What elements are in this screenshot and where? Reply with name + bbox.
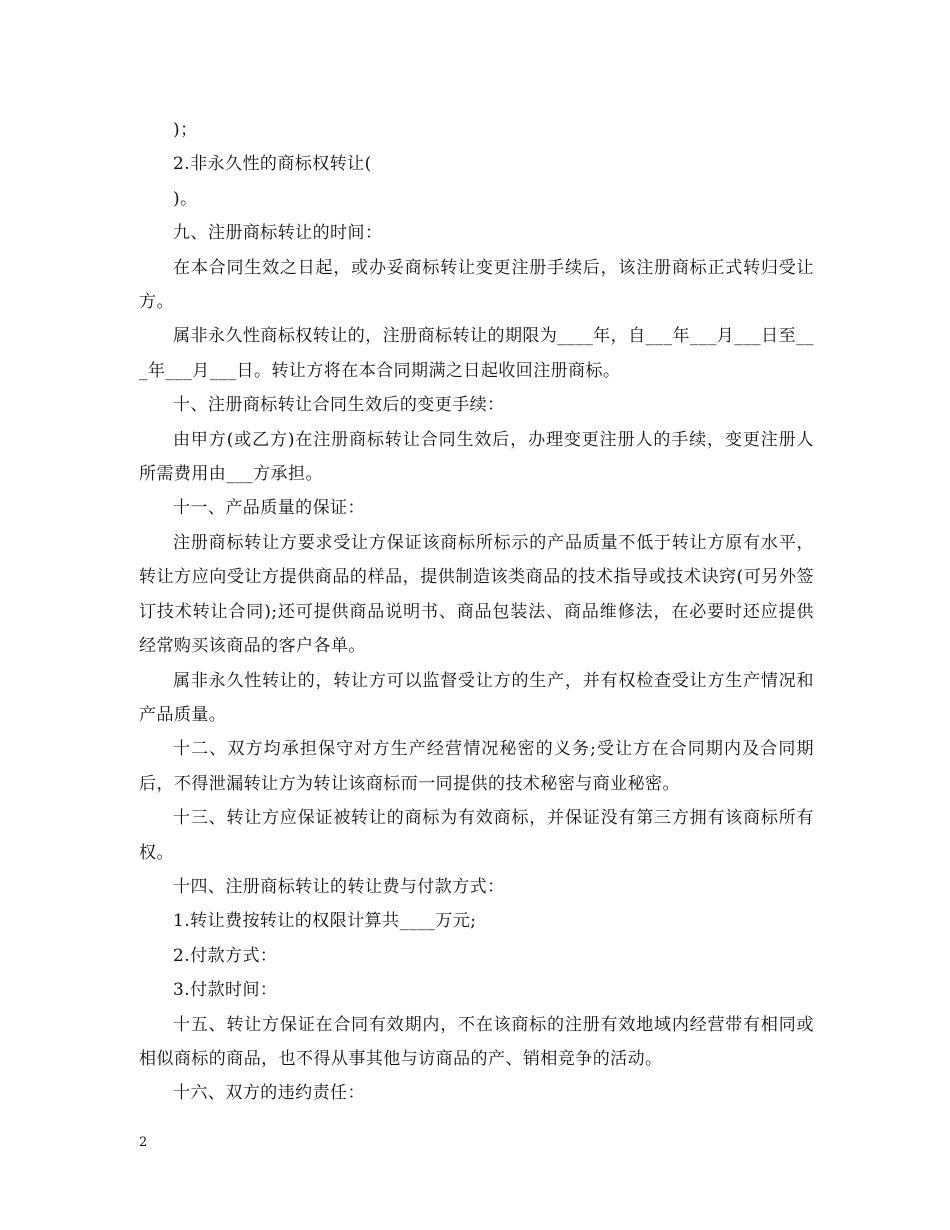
- paragraph: 注册商标转让方要求受让方保证该商标所标示的产品质量不低于转让方原有水平，转让方应向受让方提供商品的样品，提供制造该类商品的技术指导或技术诀窍(可另外签订技术转让合同);还可提供商品说明书、商品包装法、商品维修法，在必要时还应提供经常购买该商品的客户各单。: [139, 532, 814, 657]
- section-heading: 十、注册商标转让合同生效后的变更手续：: [173, 395, 505, 416]
- paragraph: 2.非永久性的商标权转让(: [173, 154, 372, 175]
- section-clause: 十二、双方均承担保守对方生产经营情况秘密的义务;受让方在合同期内及合同期后，不得泄漏转让方为转让该商标而一同提供的技术秘密与商业秘密。: [139, 739, 814, 794]
- section-heading: 九、注册商标转让的时间：: [173, 223, 383, 244]
- section-clause: 十三、转让方应保证被转让的商标为有效商标，并保证没有第三方拥有该商标所有权。: [139, 808, 814, 863]
- paragraph: 由甲方(或乙方)在注册商标转让合同生效后，办理变更注册人的手续，变更注册人所需费用由___方承担。: [139, 429, 814, 485]
- page-number: 2: [139, 1135, 148, 1150]
- paragraph: )。: [173, 188, 198, 209]
- paragraph: 属非永久性转让的，转让方可以监督受让方的生产，并有权检查受让方生产情况和产品质量。: [139, 670, 814, 725]
- section-clause: 十五、转让方保证在合同有效期内，不在该商标的注册有效地域内经营带有相同或相似商标的商品，也不得从事其他与访商品的产、销相竞争的活动。: [139, 1014, 814, 1069]
- paragraph: 属非永久性商标权转让的，注册商标转让的期限为____年，自___年___月___日至___年___月___日。转让方将在本合同期满之日起收回注册商标。: [139, 326, 814, 381]
- paragraph: 在本合同生效之日起，或办妥商标转让变更注册手续后，该注册商标正式转归受让方。: [139, 257, 814, 313]
- document-body: [139, 113, 814, 1111]
- section-heading: 十一、产品质量的保证：: [173, 498, 365, 519]
- section-heading: 十四、注册商标转让的转让费与付款方式：: [173, 876, 505, 897]
- list-item: 1.转让费按转让的权限计算共____万元;: [173, 911, 477, 932]
- paragraph: )；: [173, 120, 198, 140]
- list-item: 3.付款时间：: [173, 980, 278, 1001]
- list-item: 2.付款方式：: [173, 945, 278, 966]
- section-heading: 十六、双方的违约责任：: [173, 1083, 365, 1104]
